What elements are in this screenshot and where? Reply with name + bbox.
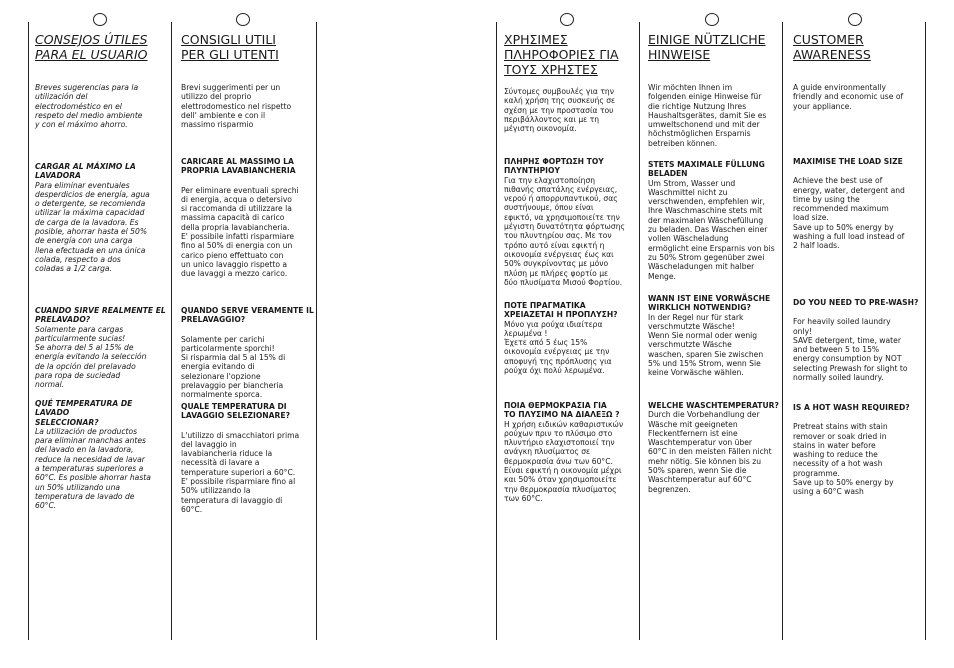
column-title: CONSEJOS ÚTILES PARA EL USUARIO — [35, 32, 148, 62]
section-heading: DO YOU NEED TO PRE-WASH? — [793, 298, 919, 307]
section-heading: STETS MAXIMALE FÜLLUNG BELADEN — [648, 160, 765, 179]
section-heading: CARICARE AL MASSIMO LA PROPRIA LAVABIANCHERIA — [181, 157, 296, 176]
column-greek — [504, 32, 638, 632]
column-title: CUSTOMER AWARENESS — [793, 32, 871, 62]
column-title: ΧΡΗΣΙΜΕΣ ΠΛΗΡΟΦΟΡΙΕΣ ΓΙΑ ΤΟΥΣ ΧΡΗΣΤΕΣ — [504, 32, 619, 77]
circle-marker — [236, 13, 250, 26]
section-body: L'utilizzo di smacchiatori prima del lavaggio in lavabiancheria riduce la necessità di lavare a temperature superiori a 60°C. E' possibile risparmiare fino al 50% utilizzando la temperatura di lavaggio di 60°C. — [181, 430, 300, 514]
section-body: Um Strom, Wasser und Waschmittel nicht zu verschwenden, empfehlen wir, Ihre Waschmaschine stets mit der maximalen Wäschefüllung zu beladen. Das Waschen einer vollen Wäscheladung ermöglicht eine Ersparnis von bis zu 50% Strom gegenüber zwei Wäscheladungen mit halber Menge. — [648, 178, 775, 281]
column-italian — [181, 32, 315, 632]
section-prewash — [793, 298, 925, 382]
column-german — [648, 32, 782, 632]
section-max-load — [181, 157, 315, 279]
section-max-load — [35, 162, 169, 274]
section-heading: MAXIMISE THE LOAD SIZE — [793, 157, 903, 166]
column-intro: Σύντομες συμβουλές για την καλή χρήση της συσκευής σε σχέση με την προστασία του περιβάλλοντος και με τη μέγιστη οικονομία. — [504, 87, 616, 134]
column-divider — [496, 22, 497, 640]
section-body: Solamente per carichi particolarmente sporchi! Si risparmia dal 5 al 15% di energia evitando di selezionare l'opzione prelavaggio per biancheria normalmente sporca. — [181, 334, 286, 400]
section-heading: CUANDO SIRVE REALMENTE EL PRELAVADO? — [35, 306, 166, 325]
column-divider — [316, 22, 317, 640]
section-temperature — [648, 401, 782, 494]
section-body: Pretreat stains with stain remover or soak dried in stains in water before washing to reduce the necessity of a hot wash programme. Save up to 50% energy by using a 60°C wash — [793, 422, 894, 497]
section-temperature — [181, 402, 315, 514]
section-body: Η χρήση ειδικών καθαριστικών ρούχων πριν το πλύσιμο στο πλυντήριο ελαχιστοποιεί την ανάγκη πλυσίματος σε θερμοκρασία άνω των 60°C. Είναι εφικτή η οικονομία μέχρι και 50% όταν χρησιμοποιείτε την θερμοκρασία πλυσίματος των 60°C. — [504, 419, 624, 503]
margin-line-left — [28, 22, 29, 640]
section-body: For heavily soiled laundry only! SAVE detergent, time, water and between 5 to 15% energy consumption by NOT selecting Prewash for slight to normally soiled laundry. — [793, 317, 908, 383]
column-title: CONSIGLI UTILI PER GLI UTENTI — [181, 32, 279, 62]
section-temperature — [793, 403, 925, 497]
section-body: Μόνο για ρούχα ιδιαίτερα λερωμένα ! Έχετε από 5 έως 15% οικονομία ενέργειας με την αποφυγή της πρόπλυσης για ρούχα όχι πολύ λερωμένα. — [504, 319, 612, 376]
column-spanish — [35, 32, 169, 632]
section-body: Per eliminare eventuali sprechi di energia, acqua o detersivo si raccomanda di utilizzare la massima capacità di carico della propria lavabiancheria. E' possibile infatti risparmiare fino al 50% di energia con un carico pieno effettuato con un unico lavaggio rispetto a due lavaggi a mezzo carico. — [181, 185, 299, 279]
section-body: Achieve the best use of energy, water, detergent and time by using the recommended maximum load size. Save up to 50% energy by washing a full load instead of 2 half loads. — [793, 176, 905, 251]
circle-marker — [848, 13, 862, 26]
section-temperature — [504, 401, 638, 503]
section-prewash — [35, 306, 169, 390]
section-heading: ΠΛΗΡΗΣ ΦΟΡΤΩΣΗ ΤΟΥ ΠΛΥΝΤΗΡΙΟΥ — [504, 157, 604, 176]
section-body: Για την ελαχιστοποίηση πιθανής σπατάλης ενέργειας, νερού ή απορρυπαντικού, σας συστήνουμε, όπου είναι εφικτό, να χρησιμοποιείτε την μέγιστη δυνατότητα φόρτωσης του πλυντηρίου σας. Με τον τρόπο αυτό είναι εφικτή η οικονομία ενέργειας έως και 50% συγκρίνοντας με μόνο πλύση με πλήρες φορτίο με δύο πλυσίματα Μισού Φορτίου. — [504, 175, 625, 287]
section-heading: QUANDO SERVE VERAMENTE IL PRELAVAGGIO? — [181, 306, 314, 325]
column-divider — [171, 22, 172, 640]
section-body: La utilización de productos para eliminar manchas antes del lavado en la lavadora, reduce la necesidad de lavar a temperaturas superiores a 60°C. Es posible ahorrar hasta un 50% utilizando una temperatura de lavado de 60°C. — [35, 426, 151, 511]
column-intro: Brevi suggerimenti per un utilizzo del proprio elettrodomestico nel rispetto dell' ambiente e con il massimo risparmio — [181, 83, 292, 130]
section-heading: IS A HOT WASH REQUIRED? — [793, 403, 910, 412]
column-english — [793, 32, 925, 632]
column-intro: A guide environmentally friendly and economic use of your appliance. — [793, 83, 904, 111]
section-prewash — [181, 306, 315, 400]
circle-marker — [705, 13, 719, 26]
section-body: Solamente para cargas particularmente sucias! Se ahorra del 5 al 15% de energía evitando la selección de la opción del prelavado para ropa de suciedad normal. — [35, 324, 147, 390]
section-max-load — [793, 157, 925, 251]
section-prewash — [504, 301, 638, 375]
section-heading: ΠΟΙΑ ΘΕΡΜΟΚΡΑΣΙΑ ΓΙΑ ΤΟ ΠΛΥΣΙΜΟ ΝΑ ΔΙΑΛΕΞΩ ? — [504, 401, 620, 420]
section-heading: WELCHE WASCHTEMPERATUR? — [648, 401, 779, 410]
section-max-load — [504, 157, 638, 287]
column-intro: Wir möchten Ihnen im folgenden einige Hinweise für die richtige Nutzung Ihres Haushaltsgerätes, damit Sie es umweltschonend und mit der höchstmöglichen Ersparnis betreiben können. — [648, 83, 767, 148]
section-prewash — [648, 294, 782, 378]
margin-line-right — [925, 22, 926, 640]
section-heading: CARGAR AL MÁXIMO LA LAVADORA — [35, 162, 136, 181]
column-divider — [639, 22, 640, 640]
section-max-load — [648, 160, 782, 281]
column-title: EINIGE NÜTZLICHE HINWEISE — [648, 32, 766, 62]
section-body: Para eliminar eventuales desperdicios de energía, agua o detergente, se recomienda utilizar la máxima capacidad de carga de la lavadora. Es posible, ahorrar hasta el 50% de energía con una carga llena efectuada en una única colada, respecto a dos coladas a 1/2 carga. — [35, 180, 150, 274]
circle-marker — [93, 13, 107, 26]
column-divider — [782, 22, 783, 640]
section-body: Durch die Vorbehandlung der Wäsche mit geeigneten Fleckentfernern ist eine Waschtemperatur von über 60°C in den meisten Fällen nicht mehr nötig. Sie können bis zu 50% sparen, wenn Sie die Waschtemperatur auf 60°C begrenzen. — [648, 410, 772, 494]
section-temperature — [35, 399, 169, 511]
section-body: In der Regel nur für stark verschmutzte Wäsche! Wenn Sie normal oder wenig verschmutzte Wäsche waschen, sparen Sie zwischen 5% und 15% Strom, wenn Sie keine Vorwäsche wählen. — [648, 312, 764, 378]
section-heading: QUÉ TEMPERATURA DE LAVADO SELECCIONAR? — [35, 399, 133, 427]
circle-marker — [560, 13, 574, 26]
column-intro: Breves sugerencias para la utilización del electrodoméstico en el respeto del medio ambiente y con el máximo ahorro. — [35, 83, 143, 130]
section-heading: ΠΟΤΕ ΠΡΑΓΜΑΤΙΚΑ ΧΡΕΙΑΖΕΤΑΙ Η ΠΡΟΠΛΥΣΗ? — [504, 301, 618, 320]
section-heading: WANN IST EINE VORWÄSCHE WIRKLICH NOTWENDIG? — [648, 294, 771, 313]
section-heading: QUALE TEMPERATURA DI LAVAGGIO SELEZIONARE? — [181, 402, 290, 421]
